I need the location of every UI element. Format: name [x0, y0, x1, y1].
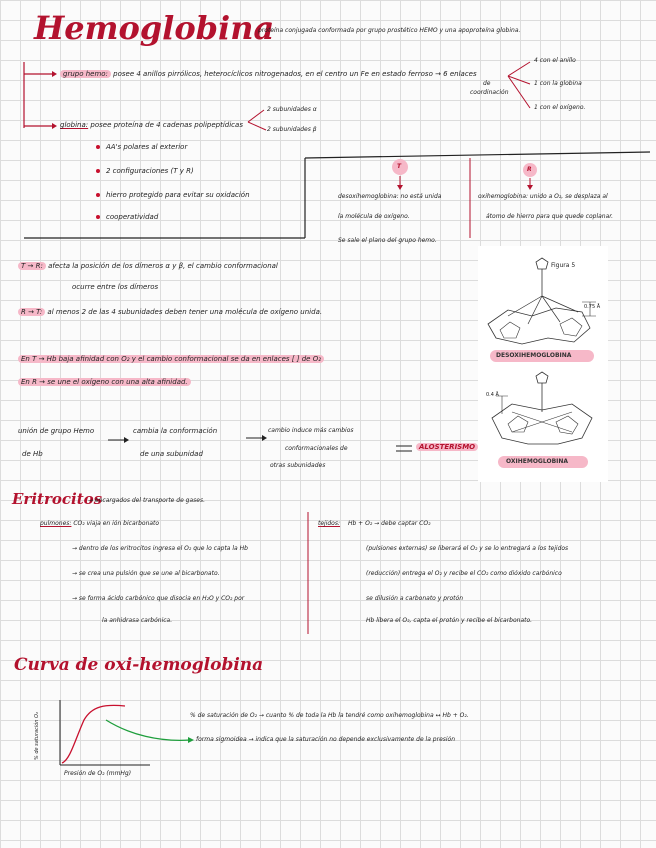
curva-title: Curva de oxi-hemoglobina	[14, 655, 264, 675]
flow-step-3c: otras subunidades	[270, 462, 326, 469]
pulmones-text: CO₂ viaja en ión bicarbonato	[73, 520, 160, 527]
page-title: Hemoglobina	[34, 9, 275, 47]
tejidos-label: tejidos:	[318, 520, 341, 527]
flow-step-3b: conformacionales de	[285, 445, 348, 452]
globina-label: globina:	[60, 121, 89, 129]
measure-label: 0.4 Å	[486, 392, 499, 398]
pulmones-end: la anhidrasa carbónica.	[102, 617, 173, 624]
t-state-line: la molécula de oxígeno.	[338, 213, 410, 220]
tejidos-line: Hb + O₂ → debe captar CO₂	[347, 520, 431, 527]
graph-xlabel: Presión de O₂ (mmHg)	[64, 770, 132, 777]
oxihemoglobina-label: OXIHEMOGLOBINA	[506, 458, 569, 465]
r-t-transition: R → T: al menos 2 de las 4 subunidades deben tener una molécula de oxígeno unida.	[18, 308, 322, 317]
measure-label: 0.75 Å	[584, 304, 601, 310]
eritrocitos-title: Eritrocitos	[12, 490, 103, 508]
bond-item: 1 con la globina	[534, 80, 582, 87]
heme-structure-drawing	[478, 246, 608, 482]
globina-bullet: 2 configuraciones (T y R)	[96, 167, 194, 176]
grupo-hemo-label: grupo hemo:	[60, 70, 111, 78]
flow-step-2: cambia la conformación	[133, 427, 218, 435]
en-r-line: En R → se une el oxígeno con una alta afinidad.	[18, 378, 191, 387]
globina-bullet: cooperatividad	[96, 213, 158, 222]
r-badge: R	[527, 166, 532, 173]
chain-alpha: 2 subunidades α	[267, 106, 317, 113]
flow-step-3: cambio induce más cambios	[268, 427, 354, 434]
figure-label: Figura 5	[551, 262, 576, 269]
tejidos-header	[318, 520, 430, 528]
pulmones-item: → se forma ácido carbónico que disocia en H₂O y CO₂ por	[72, 595, 245, 602]
grupo-hemo-text: posee 4 anillos pirrólicos, heterocíclicos nitrogenados, en el centro un Fe en estado ferroso → 6 enlaces	[113, 70, 477, 78]
eritrocitos-subtitle: → encargados del transporte de gases.	[88, 497, 206, 504]
pulmones-item: → dentro de los eritrocitos ingresa el O₂ que lo capta la Hb	[72, 545, 248, 552]
flow-step-2b: de una subunidad	[140, 450, 203, 458]
en-t-line: En T → Hb baja afinidad con O₂ y el cambio conformacional se da en enlaces [ ] de O₂	[18, 355, 324, 364]
bond-item: 4 con el anillo	[534, 57, 576, 64]
hemoglobin-figure	[478, 246, 608, 482]
tejidos-line: Hb libera el O₂, capta el protón y recibe el bicarbonato.	[366, 617, 533, 624]
t-r-transition: T → R: afecta la posición de los dímeros α y β, el cambio conformacional	[18, 262, 278, 271]
pulmones-header	[40, 520, 159, 528]
bond-item: 1 con el oxígeno.	[534, 104, 586, 111]
t-state-line: Se sale el plano del grupo hemo.	[338, 237, 437, 244]
coord-de: de	[483, 80, 491, 87]
pulmones-item: → se crea una pulsión que se une al bicarbonato.	[72, 570, 220, 577]
tejidos-line: (pulsiones externas) se liberará el O₂ y se lo entregará a los tejidos	[366, 545, 569, 552]
page-subtitle: proteína conjugada conformada por grupo prostético HEMO y una apoproteína globina.	[258, 27, 521, 34]
globina-text: posee proteína de 4 cadenas polipeptídicas	[90, 121, 243, 129]
tejidos-line: se dilusión a carbonato y protón	[366, 595, 463, 602]
flow-step-1: unión de grupo Hemo	[18, 427, 95, 435]
t-state-line: desoxihemoglobina: no está unida	[338, 193, 442, 200]
desoxihemoglobina-label: DESOXIHEMOGLOBINA	[496, 352, 572, 359]
curva-line-2: forma sigmoidea → indica que la saturación no depende exclusivamente de la presión	[196, 736, 456, 743]
curva-line-1: % de saturación de O₂ → cuanto % de toda la Hb la tendré como oxihemoglobina ↔ Hb + O₂.	[190, 712, 469, 719]
tejidos-line: (reducción) entrega el O₂ y recibe el CO₂ como dióxido carbónico	[366, 570, 562, 577]
allosterism-result: ALOSTERISMO	[416, 443, 478, 452]
r-state-line: átomo de hierro para que quede coplanar.	[486, 213, 614, 220]
graph-ylabel: % de saturación O₂	[34, 712, 40, 760]
r-state-line: oxihemoglobina: unido a O₂, se desplaza al	[478, 193, 608, 200]
globina-bullet: hierro protegido para evitar su oxidación	[96, 191, 250, 200]
pulmones-label: pulmones:	[40, 520, 72, 527]
t-r-transition-cont: ocurre entre los dímeros	[72, 283, 159, 291]
flow-step-1b: de Hb	[22, 450, 43, 458]
globina-block	[60, 121, 243, 130]
globina-bullet: AA's polares al exterior	[96, 143, 187, 152]
chain-beta: 2 subunidades β	[267, 126, 317, 133]
t-badge: T	[397, 163, 402, 170]
grupo-hemo-block	[60, 70, 477, 79]
coord-word: coordinación	[470, 89, 509, 96]
